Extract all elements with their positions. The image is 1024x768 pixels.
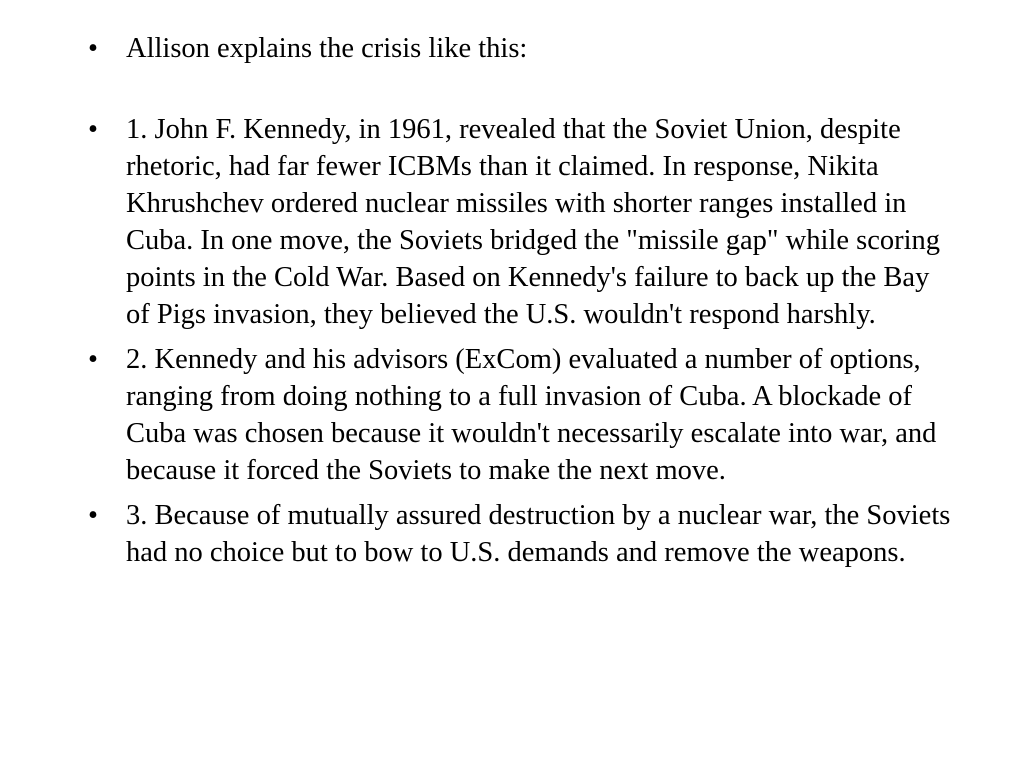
bullet-intro — [88, 30, 958, 67]
bullet-point-2 — [88, 341, 958, 489]
bullet-point-3 — [88, 497, 958, 571]
bullet-text: 3. Because of mutually assured destruction by a nuclear war, the Soviets had no choice but to bow to U.S. demands and remove the weapons. — [126, 500, 951, 568]
bullet-text: Allison explains the crisis like this: — [126, 33, 528, 64]
slide-bullet-list — [88, 30, 958, 579]
bullet-point-1 — [88, 111, 958, 333]
bullet-marker: • — [88, 500, 98, 531]
bullet-marker: • — [88, 114, 98, 145]
bullet-text: 2. Kennedy and his advisors (ExCom) evaluated a number of options, ranging from doing nothing to a full invasion of Cuba. A blockade of Cuba was chosen because it wouldn't necessarily escalate into war, and because it forced the Soviets to make the next move. — [126, 344, 937, 486]
bullet-marker: • — [88, 344, 98, 375]
bullet-text: 1. John F. Kennedy, in 1961, revealed that the Soviet Union, despite rhetoric, had far fewer ICBMs than it claimed. In response, Nikita Khrushchev ordered nuclear missiles with shorter ranges installed in Cuba. In one move, the Soviets bridged the "missile gap" while scoring points in the Cold War. Based on Kennedy's failure to back up the Bay of Pigs invasion, they believed the U.S. wouldn't respond harshly. — [126, 114, 941, 330]
bullet-marker: • — [88, 33, 98, 64]
